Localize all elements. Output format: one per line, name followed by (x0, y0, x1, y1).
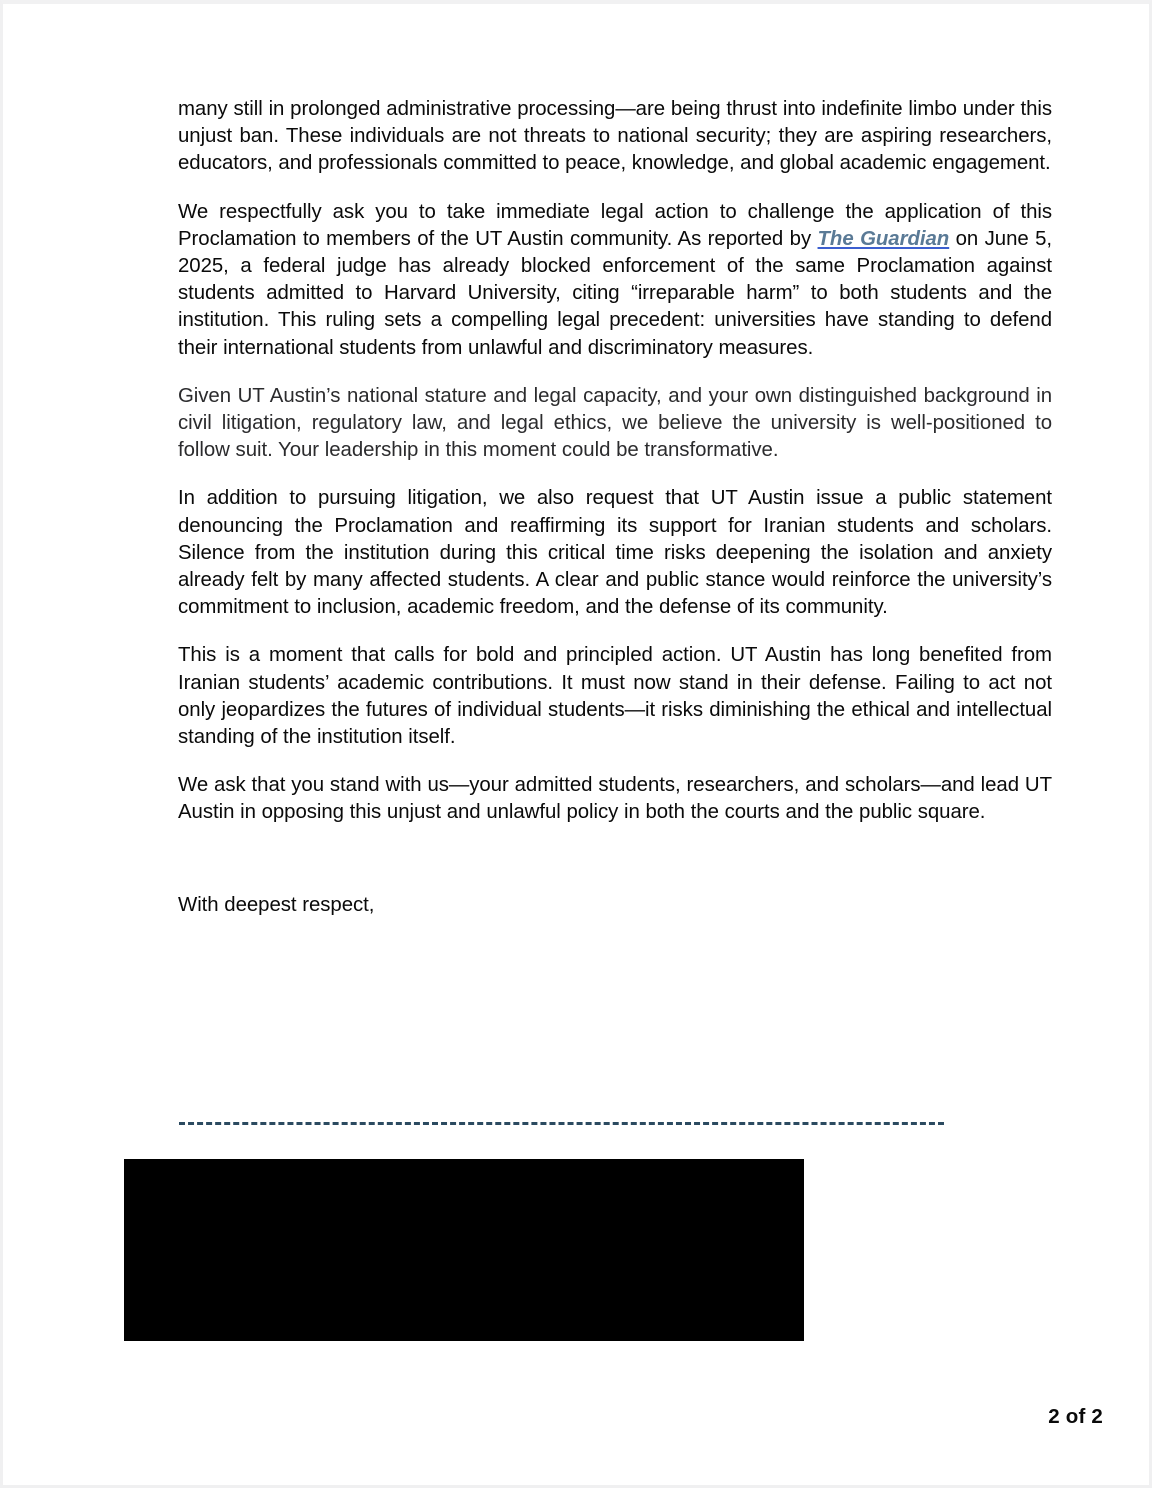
paragraph-5: This is a moment that calls for bold and principled action. UT Austin has long benefited from Iranian students’ academic contributions. It must now stand in their defense. Failing to act not only jeopardizes the futures of individual students—it risks diminishing the ethical and intellectual standing of the institution itself. (178, 644, 1052, 749)
closing-salutation: With deepest respect, (178, 893, 375, 916)
letter-body (178, 96, 1052, 919)
paragraph-1: many still in prolonged administrative processing—are being thrust into indefinite limbo under this unjust ban. These individuals are not threats to national security; they are aspiring researchers, educators, and professionals committed to peace, knowledge, and global academic engagement. (178, 98, 1052, 175)
page-number-footer: 2 of 2 (1048, 1405, 1103, 1428)
paragraph-2 (178, 199, 1052, 362)
redacted-signature-block (124, 1159, 804, 1341)
paragraph-4: In addition to pursuing litigation, we also request that UT Austin issue a public statement denouncing the Proclamation and reaffirming its support for Iranian students and scholars. Silence from the institution during this critical time risks deepening the isolation and anxiety already felt by many affected students. A clear and public stance would reinforce the university’s commitment to inclusion, academic freedom, and the defense of its community. (178, 487, 1052, 619)
closing-spacer (178, 848, 1052, 892)
paragraph-2-text-before-link: We respectfully ask you to take immediate legal action to challenge the application of this Proclamation to members of the UT Austin community. As reported by (178, 200, 1052, 250)
paragraph-6: We ask that you stand with us—your admitted students, researchers, and scholars—and lead UT Austin in opposing this unjust and unlawful policy in both the courts and the public square. (178, 774, 1052, 824)
the-guardian-link[interactable]: The Guardian (817, 227, 950, 250)
paragraph-3: Given UT Austin’s national stature and legal capacity, and your own distinguished background in civil litigation, regulatory law, and legal ethics, we believe the university is well-positioned to follow suit. Your leadership in this moment could be transformative. (178, 384, 1052, 462)
dashed-divider (179, 1122, 944, 1125)
paragraph-2-text-after-link: on June 5, 2025, a federal judge has already blocked enforcement of the same Proclamation against students admitted to Harvard University, citing “irreparable harm” to both students and the institution. This ruling sets a compelling legal precedent: universities have standing to defend their international students from unlawful and discriminatory measures. (178, 227, 1052, 359)
